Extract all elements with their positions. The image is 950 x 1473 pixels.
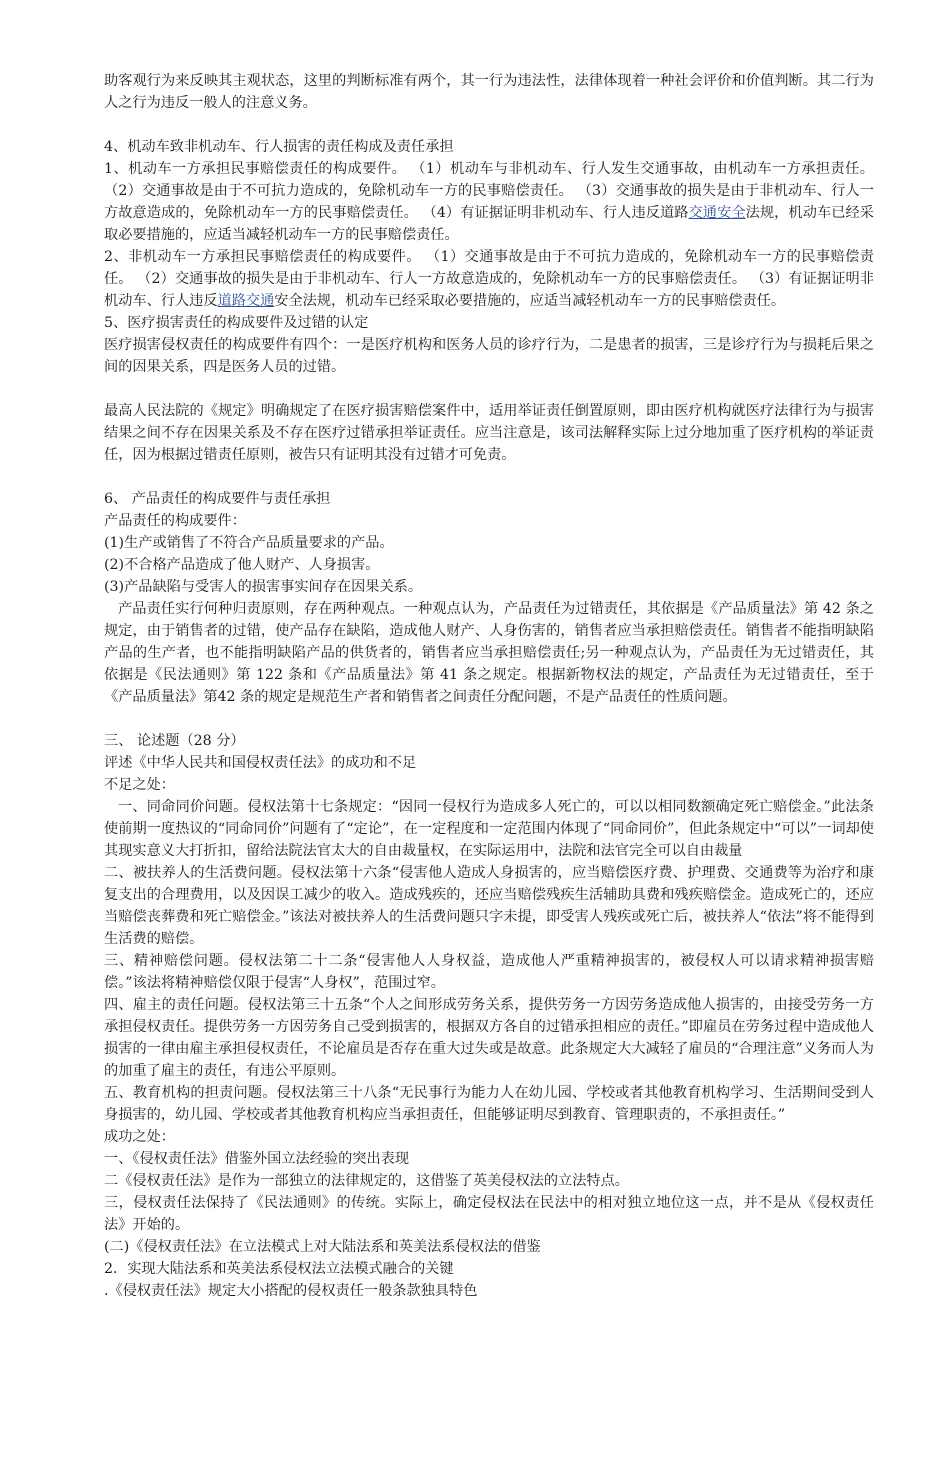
- section-5-heading: 5、医疗损害责任的构成要件及过错的认定: [104, 315, 369, 331]
- insufficient-point-1: 一、同命同价问题。侵权法第十七条规定：“因同一侵权行为造成多人死亡的，可以以相同数额确定死亡赔偿金。”此法条使前期一度热议的“同命同价”问题有了“定论”，在一定程度和一定范围内体现了“同命同价”，但此条规定中“可以”一词却使其现实意义大打折扣，留给法院法官太大的自由裁量权，在实际运用中，法院和法官完全可以自由裁量: [104, 799, 874, 859]
- road-traffic-link[interactable]: 道路交通: [217, 293, 275, 309]
- success-point-2: 二《侵权责任法》是作为一部独立的法律规定的，这借鉴了英美侵权法的立法特点。: [104, 1173, 629, 1189]
- section-6-paragraph: 产品责任实行何种归责原则，存在两种观点。一种观点认为，产品责任为过错责任，其依据是《产品质量法》第 42 条之规定，由于销售者的过错，使产品存在缺陷，造成他人财产、人身伤害的，销售者应当承担赔偿责任。销售者不能指明缺陷产品的生产者，也不能指明缺陷产品的供货者的，销售者应当承担赔偿责任;另一种观点认为，产品责任为无过错责任，其依据是《民法通则》第 122 条和《产品质量法》第 41 条之规定。根据新物权法的规定，产品责任为无过错责任，至于《产品质量法》第42 条的规定是规范生产者和销售者之间责任分配问题，不是产品责任的性质问题。: [104, 601, 874, 705]
- success-label: 成功之处：: [104, 1129, 175, 1145]
- intro-paragraph: 助客观行为来反映其主观状态，这里的判断标准有两个，其一行为违法性，法律体现着一种社会评价和价值判断。其二行为人之行为违反一般人的注意义务。: [104, 73, 874, 111]
- insufficient-point-3: 三、精神赔偿问题。侵权法第二十二条“侵害他人人身权益，造成他人严重精神损害的，被侵权人可以请求精神损害赔偿。”该法将精神赔偿仅限于侵害“人身权”，范围过窄。: [104, 953, 874, 991]
- insufficient-label: 不足之处：: [104, 777, 175, 793]
- section-6-subheading: 产品责任的构成要件：: [104, 513, 246, 529]
- essay-topic: 评述《中华人民共和国侵权责任法》的成功和不足: [104, 755, 417, 771]
- section-4-heading: 4、机动车致非机动车、行人损害的责任构成及责任承担: [104, 139, 454, 155]
- success-point-3: 三，侵权责任法保持了《民法通则》的传统。实际上，确定侵权法在民法中的相对独立地位这一点，并不是从《侵权责任法》开始的。: [104, 1195, 874, 1233]
- insufficient-point-4: 四、雇主的责任问题。侵权法第三十五条“个人之间形成劳务关系，提供劳务一方因劳务造成他人损害的，由接受劳务一方承担侵权责任。提供劳务一方因劳务自己受到损害的，根据双方各自的过错承担相应的责任。”即雇员在劳务过程中造成他人损害的一律由雇主承担侵权责任，不论雇员是否存在重大过失或是故意。此条规定大大减轻了雇员的“合理注意”义务而人为的加重了雇主的责任，有违公平原则。: [104, 997, 874, 1079]
- essay-heading: 三、 论述题（28 分）: [104, 733, 245, 749]
- section-6-item-2: (2)不合格产品造成了他人财产、人身损害。: [104, 557, 380, 573]
- section-5-paragraph-1: 医疗损害侵权责任的构成要件有四个：一是医疗机构和医务人员的诊疗行为，二是患者的损害，三是诊疗行为与损耗后果之间的因果关系，四是医务人员的过错。: [104, 337, 874, 375]
- section-6-item-1: (1)生产或销售了不符合产品质量要求的产品。: [104, 535, 394, 551]
- traffic-safety-link[interactable]: 交通安全: [688, 205, 746, 221]
- success-point-1: 一、《侵权责任法》借鉴外国立法经验的突出表现: [104, 1151, 410, 1167]
- document-page: [104, 70, 874, 1302]
- success-point-4: (二)《侵权责任法》在立法模式上对大陆法系和英美法系侵权法的借鉴: [104, 1239, 541, 1255]
- success-point-6: .《侵权责任法》规定大小搭配的侵权责任一般条款独具特色: [104, 1283, 478, 1299]
- section-4-paragraph-1: 1、机动车一方承担民事赔偿责任的构成要件。 （1）机动车与非机动车、行人发生交通事故，由机动车一方承担责任。 （2）交通事故是由于不可抗力造成的，免除机动车一方的民事赔偿责任。 （3）交通事故的损失是由于非机动车、行人一方故意造成的，免除机动车一方的民事赔偿责任。 （4）有证据证明非机动车、行人违反道路交通安全法规，机动车已经采取必要措施的，应适当减轻机动车一方的民事赔偿责任。: [104, 161, 874, 243]
- section-5-paragraph-2: 最高人民法院的《规定》明确规定了在医疗损害赔偿案件中，适用举证责任倒置原则，即由医疗机构就医疗法律行为与损害结果之间不存在因果关系及不存在医疗过错承担举证责任。应当注意是，该司法解释实际上过分地加重了医疗机构的举证责任，因为根据过错责任原则，被告只有证明其没有过错才可免责。: [104, 403, 874, 463]
- section-6-heading: 6、 产品责任的构成要件与责任承担: [104, 491, 331, 507]
- insufficient-point-2: 二、被扶养人的生活费问题。侵权法第十六条“侵害他人造成人身损害的，应当赔偿医疗费、护理费、交通费等为治疗和康复支出的合理费用，以及因误工减少的收入。造成残疾的，还应当赔偿残疾生活辅助具费和残疾赔偿金。造成死亡的，还应当赔偿丧葬费和死亡赔偿金。”该法对被扶养人的生活费问题只字未提，即受害人残疾或死亡后，被扶养人“依法”将不能得到生活费的赔偿。: [104, 865, 874, 947]
- section-6-item-3: (3)产品缺陷与受害人的损害事实间存在因果关系。: [104, 579, 423, 595]
- success-point-5: 2．实现大陆法系和英美法系侵权法立法模式融合的关键: [104, 1261, 454, 1277]
- insufficient-point-5: 五、教育机构的担责问题。侵权法第三十八条“无民事行为能力人在幼儿园、学校或者其他教育机构学习、生活期间受到人身损害的，幼儿园、学校或者其他教育机构应当承担责任，但能够证明尽到教育、管理职责的，不承担责任。”: [104, 1085, 874, 1123]
- section-4-paragraph-2: 2、非机动车一方承担民事赔偿责任的构成要件。 （1）交通事故是由于不可抗力造成的，免除机动车一方的民事赔偿责任。 （2）交通事故的损失是由于非机动车、行人一方故意造成的，免除机动车一方的民事赔偿责任。 （3）有证据证明非机动车、行人违反道路交通安全法规，机动车已经采取必要措施的，应适当减轻机动车一方的民事赔偿责任。: [104, 249, 874, 309]
